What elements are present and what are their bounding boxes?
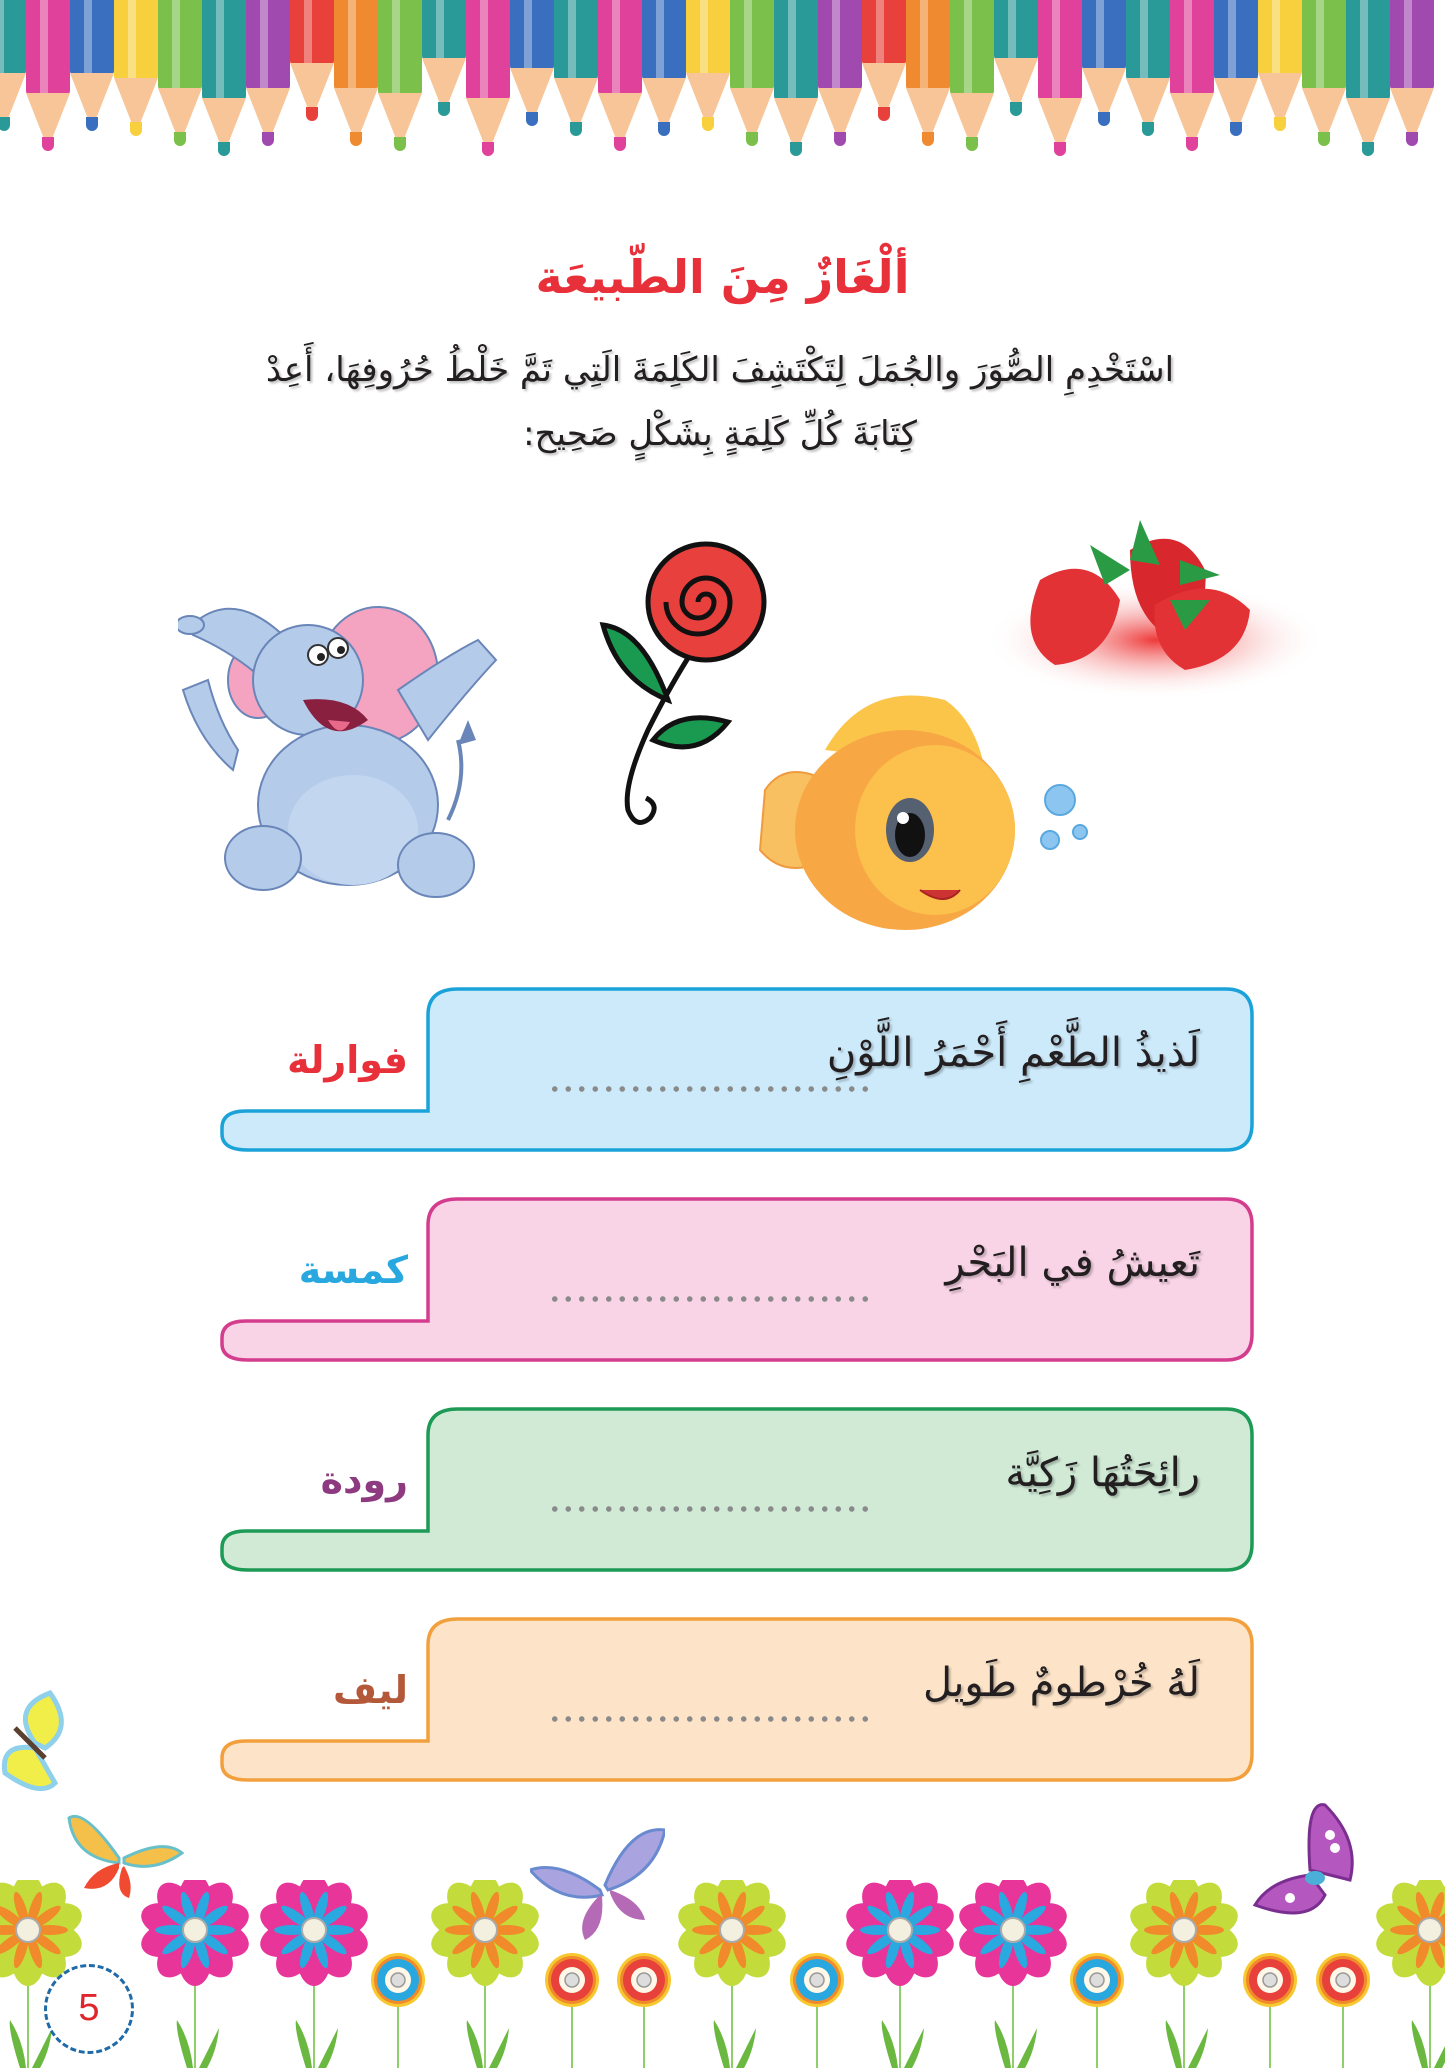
elephant-illustration xyxy=(178,580,538,910)
answer-blank[interactable] xyxy=(548,1296,868,1302)
puzzle-box-4 xyxy=(218,1616,1256,1784)
answer-blank[interactable] xyxy=(548,1506,868,1512)
puzzle-sentence: لَهُ خُرْطومٌ طَويل xyxy=(922,1660,1200,1706)
fish-illustration xyxy=(745,680,1105,940)
flower-border-decoration xyxy=(0,1880,1445,2068)
answer-blank[interactable] xyxy=(548,1716,868,1722)
scrambled-word: رودة xyxy=(320,1458,408,1502)
scrambled-word: كمسة xyxy=(298,1248,408,1292)
flowers-svg xyxy=(0,1880,1445,2068)
puzzle-sentence: لَذيذُ الطَّعْمِ أَحْمَرُ اللَّوْنِ xyxy=(826,1030,1200,1076)
instructions xyxy=(170,338,1270,466)
butterfly-icon xyxy=(0,1688,95,1803)
scrambled-word: ليف xyxy=(332,1668,408,1712)
instructions-line-2: كِتَابَةَ كُلِّ كَلِمَةٍ بِشَكْلٍ صَحِيح: xyxy=(523,414,917,454)
puzzle-sentence: رائِحَتُهَا زَكِيَّة xyxy=(1005,1450,1200,1496)
scrambled-word: فوارلة xyxy=(287,1038,408,1082)
page-number: 5 xyxy=(44,1964,134,2054)
puzzle-box-1 xyxy=(218,986,1256,1154)
pencil-border-decoration xyxy=(0,0,1445,170)
puzzle-sentence: تَعيشُ في البَحْرِ xyxy=(945,1240,1200,1286)
strawberries-illustration xyxy=(980,490,1330,710)
instructions-line-1: اسْتَخْدِمِ الصُّوَرَ والجُمَلَ لِتَكْتَشِفَ الكَلِمَةَ الَتِي تَمَّ خَلْطُ حُرُوفِهَا، أَعِدْ xyxy=(265,350,1175,390)
puzzle-box-3 xyxy=(218,1406,1256,1574)
answer-blank[interactable] xyxy=(548,1086,868,1092)
rose-illustration xyxy=(588,530,768,840)
puzzle-box-2 xyxy=(218,1196,1256,1364)
page-title: ألْغَازٌ مِنَ الطّبيعَة xyxy=(535,250,910,304)
